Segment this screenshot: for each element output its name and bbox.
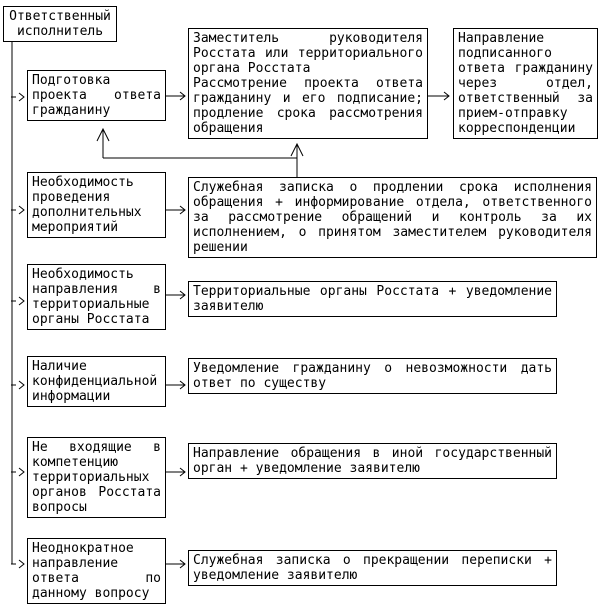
action-box-forward-to-other-body: Направление обращения в иной государственный орган + уведомление заявителю — [188, 443, 557, 479]
condition-box-repeated-response: Неоднократное направление ответа по данному вопросу — [27, 538, 166, 604]
arrow-branch3 — [166, 381, 185, 389]
condition-box-confidential-info: Наличие конфиденциальной информации — [27, 356, 166, 407]
actor-box: Ответственный исполнитель — [3, 6, 117, 42]
action-box-stop-correspondence: Служебная записка о прекращении переписки + уведомление заявителю — [188, 550, 557, 586]
deputy-action-text: Рассмотрение проекта ответа гражданину и его подписание; продление срока рассмотрения обращения — [193, 76, 423, 136]
arrow-step1-to-step2 — [166, 92, 185, 100]
arrow-branch5 — [166, 560, 185, 568]
step-box-send-response: Направление подписанного ответа гражданину через отдел, ответственный за прием-отправку корреспонденции — [453, 28, 598, 139]
step-box-deputy-review — [188, 28, 428, 139]
action-box-no-substantive-answer: Уведомление гражданину о невозможности дать ответ по существу — [188, 358, 557, 394]
arrow-branch1 — [166, 206, 185, 214]
spine-arrow-step1 — [11, 93, 24, 101]
arrow-branch2 — [166, 291, 185, 299]
spine-arrow-branch4 — [11, 468, 24, 476]
deputy-role-text: Заместитель руководителя Росстата или территориального органа Росстата — [193, 31, 423, 76]
spine-arrow-branch1 — [11, 206, 24, 214]
action-box-territorial-bodies: Территориальные органы Росстата + уведомление заявителю — [188, 281, 557, 317]
arrow-step2-to-step3 — [428, 92, 449, 100]
condition-box-additional-measures: Необходимость проведения дополнительных мероприятий — [27, 172, 166, 238]
spine-arrow-branch2 — [11, 297, 24, 305]
condition-box-territorial-bodies: Необходимость направления в территориальные органы Росстата — [27, 264, 166, 330]
arrow-branch4 — [166, 468, 185, 476]
spine-arrow-branch3 — [11, 381, 24, 389]
condition-box-outside-competence: Не входящие в компетенцию территориальных органов Росстата вопросы — [27, 437, 166, 518]
action-box-extension-memo: Служебная записка о продлении срока исполнения обращения + информирование отдела, ответственного за рассмотрение обращений и контроль за их исполнением, о принятом заместителем руководителя решении — [188, 177, 597, 258]
step-box-draft-preparation: Подготовка проекта ответа гражданину — [27, 70, 166, 121]
spine-arrow-branch5 — [11, 560, 24, 568]
